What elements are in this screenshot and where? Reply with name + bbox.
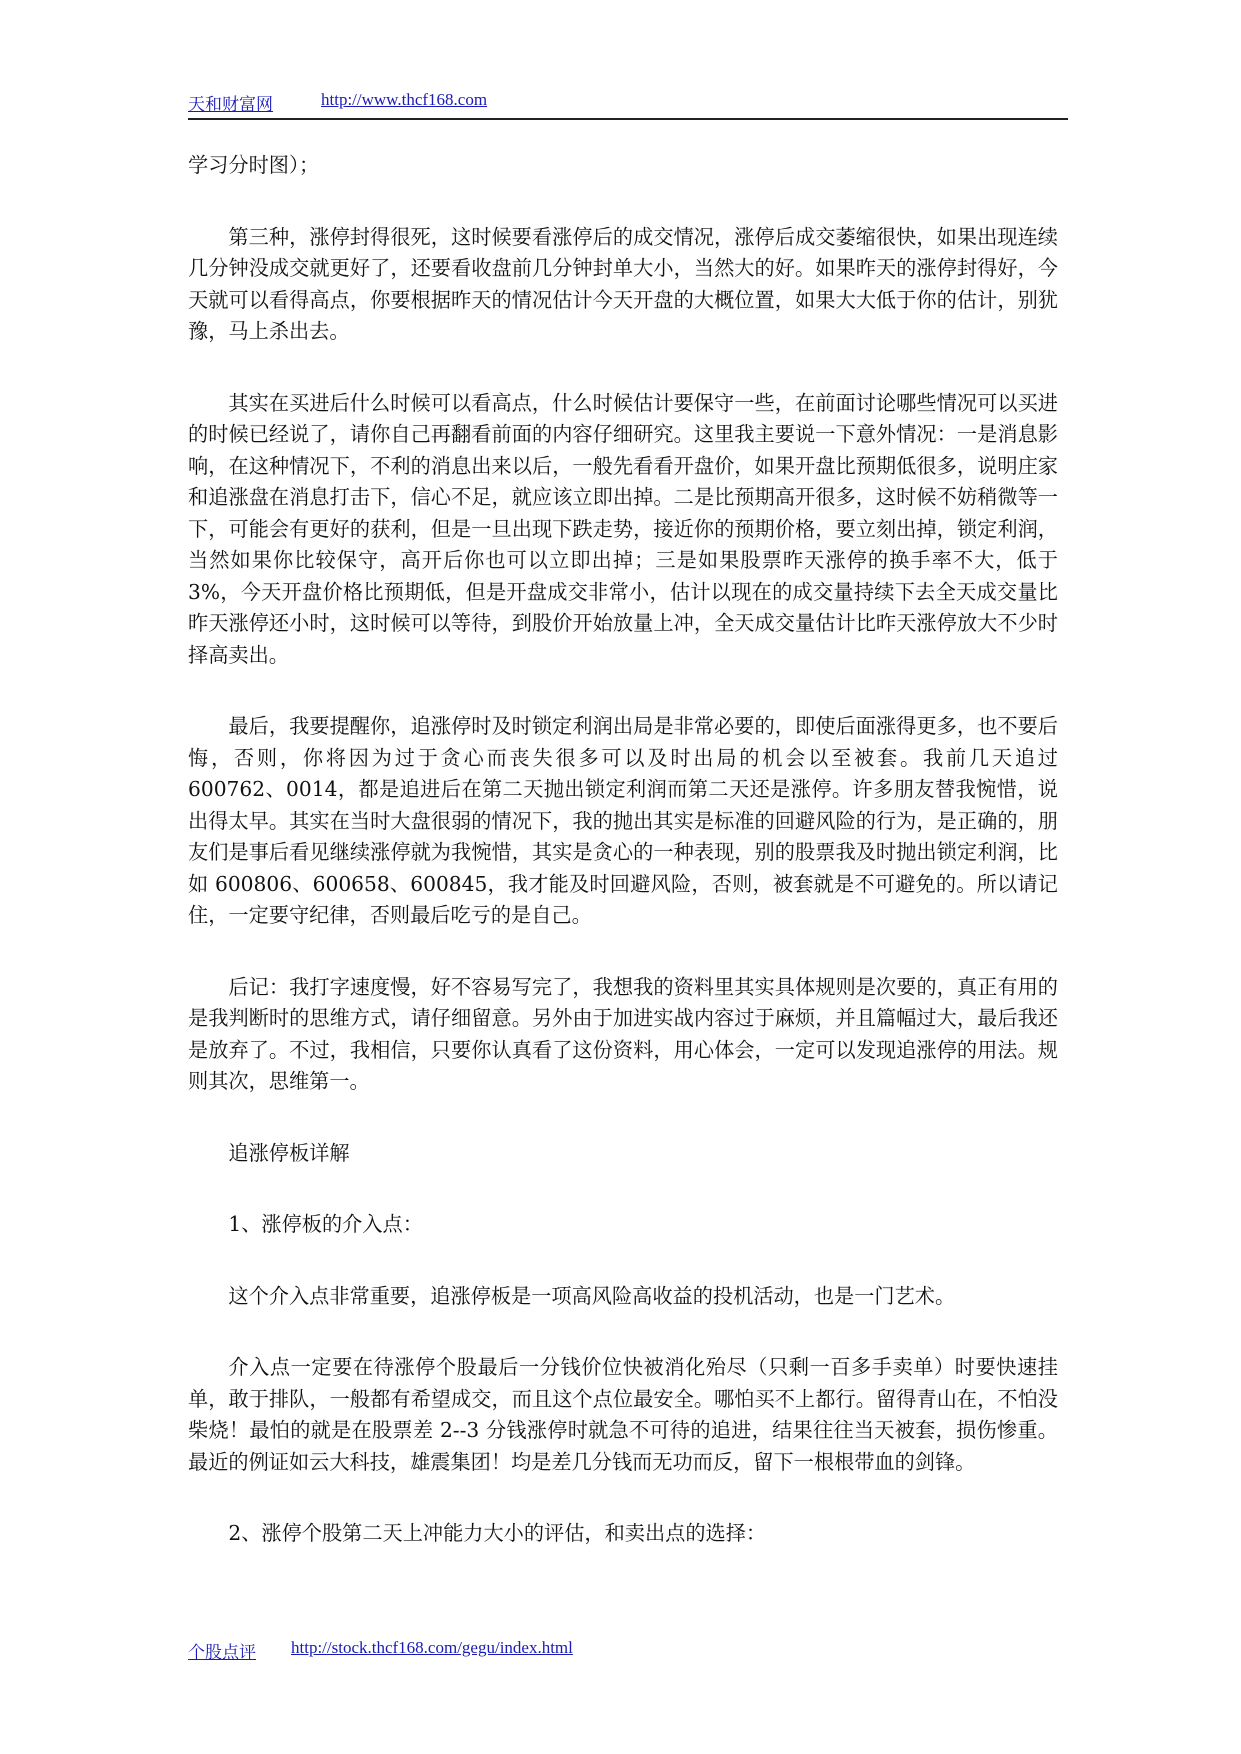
section-heading: 追涨停板详解 <box>228 1140 350 1165</box>
paragraph-third-case: 第三种，涨停封得很死，这时候要看涨停后的成交情况，涨停后成交萎缩很快，如果出现连续几分钟没成交就更好了，还要看收盘前几分钟封单大小，当然大的好。如果昨天的涨停封得好，今天就可以看得高点，你要根据昨天的情况估计今天开盘的大概位置，如果大大低于你的估计，别犹豫，马上杀出去。 <box>188 224 1058 343</box>
paragraph-final-reminder: 最后，我要提醒你，追涨停时及时锁定利润出局是非常必要的，即使后面涨得更多，也不要后悔，否则，你将因为过于贪心而丧失很多可以及时出局的机会以至被套。我前几天追过 600762、0014，都是追进后在第二天抛出锁定利润而第二天还是涨停。许多朋友替我惋惜，说出得太早。其实在当时大盘很弱的情况下，我的抛出其实是标准的回避风险的行为，是正确的，朋友们是事后看见继续涨停就为我惋惜，其实是贪心的一种表现，别的股票我及时抛出锁定利润，比如 600806、600658、600845，我才能及时回避风险，否则，被套就是不可避免的。所以请记住，一定要守纪律，否则最后吃亏的是自己。 <box>188 714 1058 927</box>
site-url-link[interactable]: http://www.thcf168.com <box>321 90 488 109</box>
footer-url-link[interactable]: http://stock.thcf168.com/gegu/index.html <box>291 1638 573 1657</box>
page-header <box>188 88 1068 120</box>
footer-section-link[interactable]: 个股点评 <box>188 1643 256 1662</box>
subheading-evaluation: 2、涨停个股第二天上冲能力大小的评估，和卖出点的选择： <box>228 1521 767 1545</box>
subheading-entry-point: 1、涨停板的介入点： <box>228 1212 423 1236</box>
paragraph-unexpected-cases: 其实在买进后什么时候可以看高点，什么时候估计要保守一些，在前面讨论哪些情况可以买进的时候已经说了，请你自己再翻看前面的内容仔细研究。这里我主要说一下意外情况：一是消息影响，在这种情况下，不利的消息出来以后，一般先看看开盘价，如果开盘比预期低很多，说明庄家和追涨盘在消息打击下，信心不足，就应该立即出掉。二是比预期高开很多，这时候不妨稍微等一下，可能会有更好的获利，但是一旦出现下跌走势，接近你的预期价格，要立刻出掉，锁定利润，当然如果你比较保守，高开后你也可以立即出掉；三是如果股票昨天涨停的换手率不大，低于 3%，今天开盘价格比预期低，但是开盘成交非常小，估计以现在的成交量持续下去全天成交量比昨天涨停还小时，这时候可以等待，到股价开始放量上冲，全天成交量估计比昨天涨停放大不少时择高卖出。 <box>188 390 1058 667</box>
paragraph-postscript: 后记：我打字速度慢，好不容易写完了，我想我的资料里其实具体规则是次要的，真正有用的是我判断时的思维方式，请仔细留意。另外由于加进实战内容过于麻烦，并且篇幅过大，最后我还是放弃了。不过，我相信，只要你认真看了这份资料，用心体会，一定可以发现追涨停的用法。规则其次，思维第一。 <box>188 974 1058 1093</box>
paragraph-entry-timing: 介入点一定要在待涨停个股最后一分钱价位快被消化殆尽（只剩一百多手卖单）时要快速挂单，敢于排队，一般都有希望成交，而且这个点位最安全。哪怕买不上都行。留得青山在，不怕没柴烧！最怕的就是在股票差 2--3 分钱涨停时就急不可待的追进，结果往往当天被套，损伤惨重。最近的例证如云大科技，雄震集团！均是差几分钱而无功而反，留下一根根带血的剑锋。 <box>188 1355 1058 1474</box>
site-name-link[interactable]: 天和财富网 <box>188 95 273 114</box>
paragraph-continuation: 学习分时图）； <box>188 153 320 177</box>
document-body <box>188 150 1058 1550</box>
paragraph-entry-importance: 这个介入点非常重要，追涨停板是一项高风险高收益的投机活动，也是一门艺术。 <box>228 1283 956 1308</box>
